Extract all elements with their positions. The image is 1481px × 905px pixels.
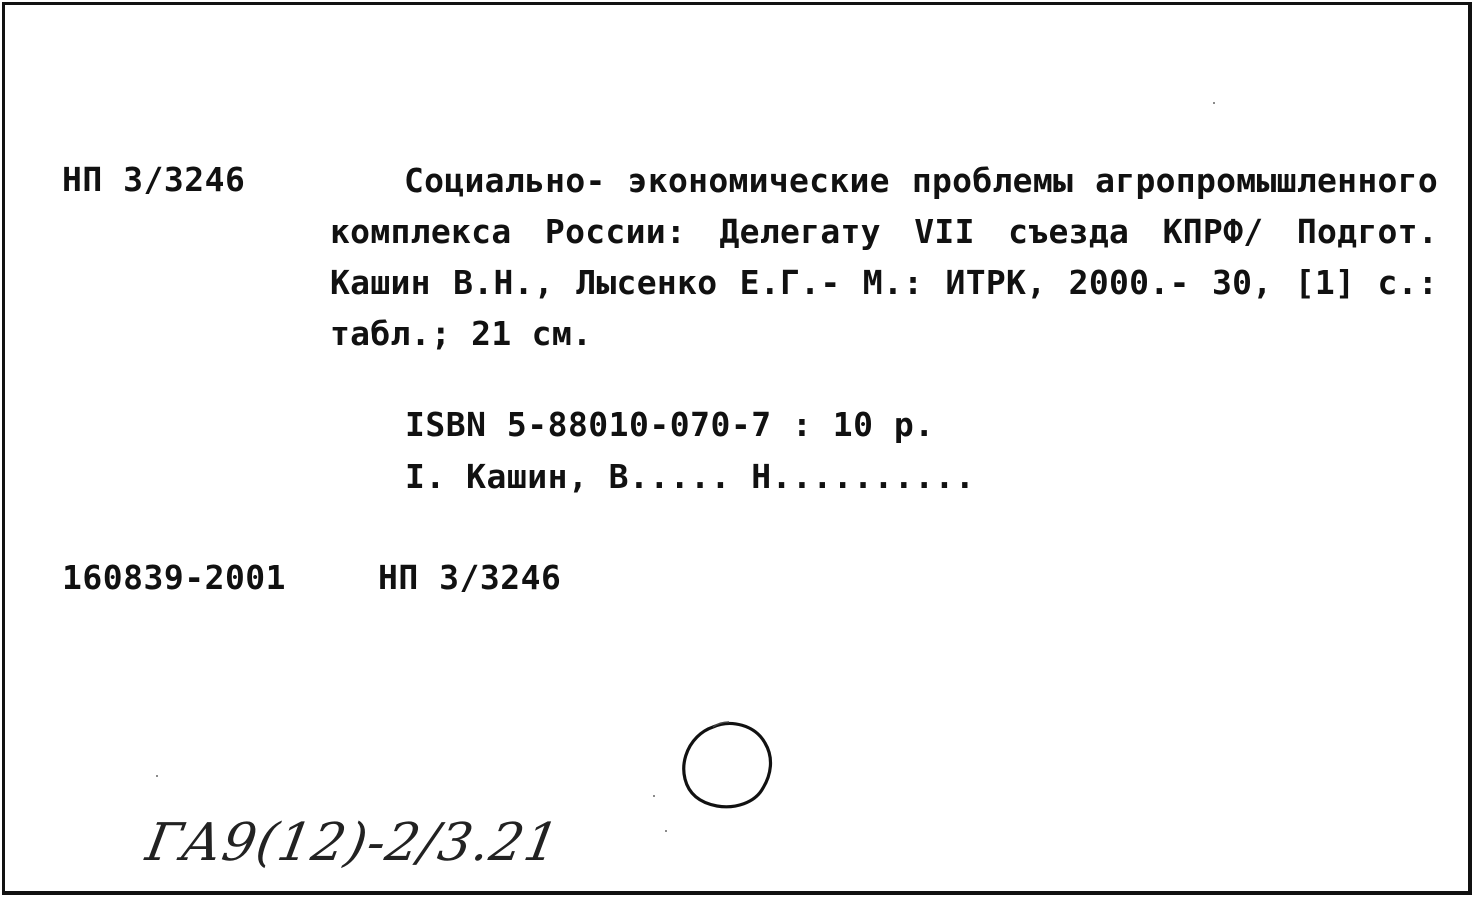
speck	[653, 795, 655, 797]
catalog-card	[2, 2, 1472, 895]
handwritten-classification: ГА9(12)-2/3.21	[141, 813, 564, 873]
index-line: I. Кашин, В..... Н..........	[405, 457, 976, 496]
shelfmark: НП 3/3246	[62, 160, 246, 199]
speck	[1213, 102, 1215, 104]
speck	[665, 830, 667, 832]
inventory-shelfmark: НП 3/3246	[378, 558, 562, 597]
inventory-number: 160839-2001	[62, 558, 287, 597]
stamp-circle	[673, 713, 783, 817]
bibliographic-description: Социально- экономические проблемы агропромышленного комплекса России: Делегату VII съезда КПРФ/ Подгот. Кашин В.Н., Лысенко Е.Г.- М.: ИТРК, 2000.- 30, [1] с.: табл.; 21 см.	[330, 161, 1438, 353]
speck	[156, 775, 158, 777]
isbn-line: ISBN 5-88010-070-7 : 10 р.	[405, 405, 935, 444]
